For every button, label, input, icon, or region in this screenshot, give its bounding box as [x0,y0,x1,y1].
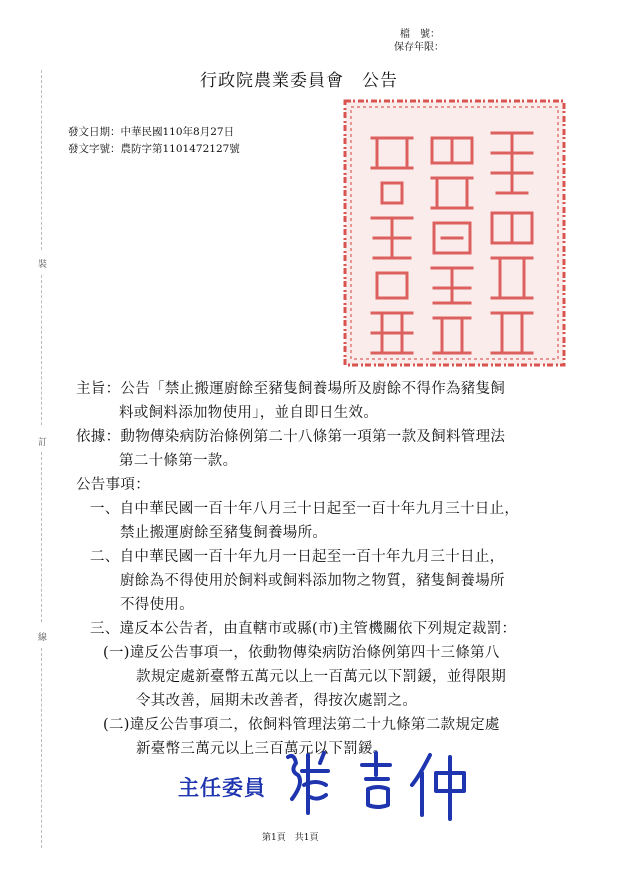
retention-period-label: 保存年限： [394,42,444,53]
subitem-1-line-3: 令其改善，屆期未改善者，得按次處罰之。 [136,693,418,709]
subitem-1-text-1: 違反公告事項一，依動物傳染病防治條例第四十三條第八 [129,645,500,661]
signature-title: 主任委員 [178,775,266,800]
basis-line-2: 第二十條第一款。 [119,453,238,469]
binding-mark-zhuang: 裝 [38,260,48,270]
item-1-line-1 [90,497,519,518]
issue-date-line [68,124,234,141]
binding-mark-xian: 線 [38,633,48,643]
subitem-2-line-2: 新臺幣三萬元以上三百萬元以下罰鍰。 [136,741,388,757]
subitem-2-number: (二) [103,717,130,733]
binding-line-middle-upper [41,275,42,425]
binding-line-top [41,70,42,250]
subject-text-1: 公告「禁止搬運廚餘至豬隻飼養場所及廚餘不得作為豬隻飼 [120,381,506,397]
basis-line-1 [76,425,505,446]
official-seal [342,98,567,368]
issue-ref-label: 發文字號： [68,143,121,155]
subject-label: 主旨： [76,381,121,397]
announcement-items-label: 公告事項： [76,477,150,493]
item-3-number: 三、 [90,621,120,637]
subitem-2-line-1 [103,713,500,734]
document-title: 行政院農業委員會 公告 [200,71,398,91]
item-3-line-1 [90,617,516,638]
item-1-number: 一、 [90,501,120,517]
file-number-label: 檔 號： [400,29,440,40]
binding-line-bottom [41,648,42,848]
subitem-1-number: (一) [103,645,130,661]
subitem-1-line-1 [103,641,500,662]
item-1-text-1: 自中華民國一百十年八月三十日起至一百十年九月三十日止， [119,501,520,517]
subject-line-2: 料或飼料添加物使用」，並自即日生效。 [119,405,379,421]
basis-label: 依據： [76,429,121,445]
issue-date-label: 發文日期： [68,126,121,138]
binding-line-middle-lower [41,452,42,622]
item-2-number: 二、 [90,549,120,565]
handwritten-signature [280,745,480,825]
basis-text-1: 動物傳染病防治條例第二十八條第一項第一款及飼料管理法 [120,429,506,445]
item-3-text-1: 違反本公告者，由直轄市或縣(市)主管機關依下列規定裁罰： [119,621,517,637]
binding-mark-ding: 訂 [38,438,48,448]
subject-line-1 [76,377,505,398]
item-1-line-2: 禁止搬運廚餘至豬隻飼養場所。 [120,525,328,541]
subitem-2-text-1: 違反公告事項二，依飼料管理法第二十九條第二款規定處 [129,717,500,733]
issue-date-value: 中華民國110年8月27日 [120,126,235,138]
item-2-line-2: 廚餘為不得使用於飼料或飼料添加物之物質，豬隻飼養場所 [120,573,505,589]
item-2-line-1 [90,545,504,566]
item-2-line-3: 不得使用。 [120,597,194,613]
page-footer: 第1頁 共1頁 [262,833,319,843]
issue-ref-value: 農防字第1101472127號 [120,143,240,155]
subitem-1-line-2: 款規定處新臺幣五萬元以上一百萬元以下罰鍰，並得限期 [136,669,506,685]
item-2-text-1: 自中華民國一百十年九月一日起至一百十年九月三十日止， [119,549,505,565]
issue-ref-line [68,141,240,158]
